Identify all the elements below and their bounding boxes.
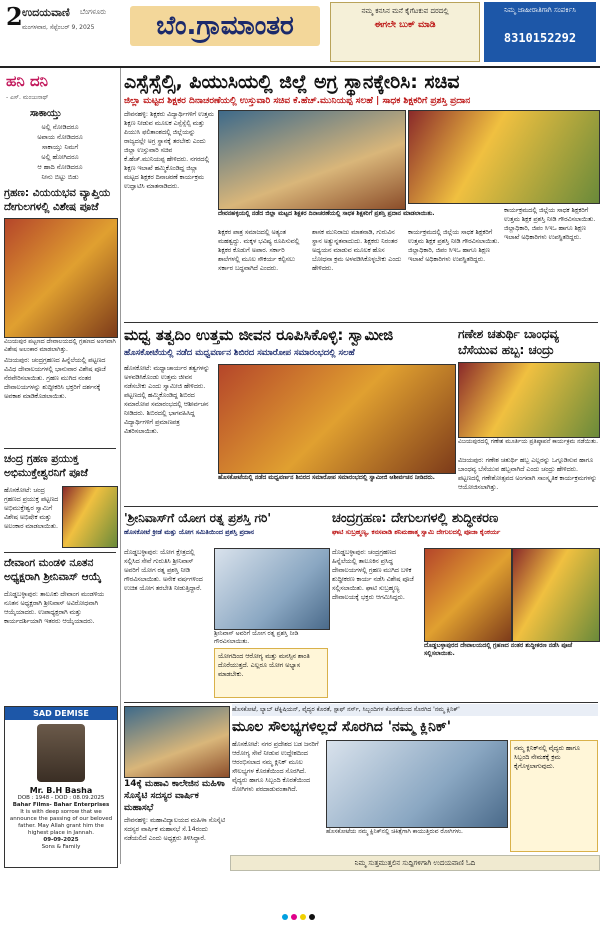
eclipse-body: ದೊಡ್ಡಬಳ್ಳಾಪುರ: ಚಂದ್ರಗ್ರಹಣದ ಹಿನ್ನೆಲೆಯಲ್ಲಿ ತಾಲೂಕಿನ ಪ್ರಸಿದ್ಧ ದೇವಾಲಯಗಳಲ್ಲಿ ಗ್ರಹಣ ಮುಗಿದ ಬಳಿಕ ಶುದ್ಧೀಕರಣ ಕಾರ್ಯ ನಡೆಸಿ ವಿಶೇಷ ಪೂಜೆ ಸಲ್ಲಿಸಲಾಯಿತು. ಘಾಟಿ ಸುಬ್ರಹ್ಮಣ್ಯ ದೇವಾಲಯಕ್ಕೆ ಭಕ್ತರು ಆಗಮಿಸಿದ್ದರು. [332,549,414,601]
lead-caption: ದೇವನಹಳ್ಳಿಯಲ್ಲಿ ನಡೆದ ಜಿಲ್ಲಾ ಮಟ್ಟದ ಶಿಕ್ಷಕರ ದಿನಾಚರಣೆಯಲ್ಲಿ ಸಾಧಕ ಶಿಕ್ಷಕರಿಗೆ ಪ್ರಶಸ್ತಿ ಪ್ರದಾನ ಮಾಡಲಾಯಿತು. [218,210,435,217]
bottom-strip: ನಿಮ್ಮ ಸುತ್ತಮುತ್ತಲಿನ ಸುದ್ದಿಗಳಿಗಾಗಿ ಉದಯವಾಣಿ ಓದಿ [230,855,600,871]
lead-photo-1 [218,110,406,210]
poem-line: ನೀನು ಬಿಟ್ಟು ಬಿಡು [41,173,79,181]
date-line: ಮಂಗಳವಾರ, ಸೆಪ್ಟೆಂಬರ್ 9, 2025 [22,24,95,31]
sidebar-story1-headline: ಗ್ರಹಣ: ವಿಯಯಭವ ವ್ಯಾಪ್ತಿಯ ದೇಗುಲಗಳಲ್ಲಿ ವಿಶೇಷ ಪೂಜೆ [4,187,111,213]
ganesha-body: ವಿಜಯಪುರ: ಗಣೇಶ ಚತುರ್ಥಿ ಹಬ್ಬ ಎಲ್ಲರನ್ನು ಒಗ್ಗೂಡಿಸುವ ಹಾಗೂ ಬಾಂಧವ್ಯ ಬೆಸೆಯುವ ಹಬ್ಬವಾಗಿದೆ ಎಂದು ಚಂದ್ರು ಹೇಳಿದರು. ಪಟ್ಟಣದಲ್ಲಿ ಗಣೇಶೋತ್ಸವದ ಅಂಗವಾಗಿ ಸಾಂಸ್ಕೃತಿಕ ಕಾರ್ಯಕ್ರಮಗಳನ್ನು ಆಯೋಜಿಸಲಾಗಿತ್ತು. [458,457,597,491]
divider [124,702,598,703]
column-name: ಹನಿ ದನಿ [6,72,48,90]
women-headline: 14ಕ್ಕೆ ಮಹಾವಿ ಕಾಲೇಜಿನ ಮಹಿಳಾ ಸೊಸೈಟಿ ಸದಸ್ಯರ ವಾರ್ಷಿಕ ಮಹಾಸಭೆ [124,779,225,813]
madhwa-caption: ಹೊಸಕೋಟೆಯಲ್ಲಿ ನಡೆದ ಮಧ್ವವರ್ಣನ ಶಿಬಿರದ ಸಮಾರೋಪ ಸಮಾರಂಭದಲ್ಲಿ ಸ್ವಾಮೀಜಿ ಆಶೀರ್ವಚನ ನೀಡಿದರು. [218,474,435,481]
obituary-label: SAD DEMISE [5,707,117,720]
ad-right-text: ನಿಮ್ಮ ಜಾಹೀರಾತಿಗಾಗಿ ಸಂಪರ್ಕಿಸಿ [504,6,576,14]
clinic-body: ಹೊಸಕೋಟೆ: ನಗರ ಪ್ರದೇಶದ ಬಡ ಜನರಿಗೆ ಆರೋಗ್ಯ ಸೇವೆ ನೀಡುವ ಉದ್ದೇಶದಿಂದ ಆರಂಭಿಸಲಾದ ನಮ್ಮ ಕ್ಲಿನಿಕ್ ಮೂಲ ಸೌಲಭ್ಯಗಳ ಕೊರತೆಯಿಂದ ಸೊರಗಿದೆ. ವೈದ್ಯರು ಹಾಗೂ ಸಿಬ್ಬಂದಿ ಕೊರತೆಯಿಂದ ರೋಗಿಗಳು ಪರದಾಡುವಂತಾಗಿದೆ. [232,741,319,793]
lead-col2: ಶಿಕ್ಷಕರ ಪಾತ್ರ ಸಮಾಜದಲ್ಲಿ ಅತ್ಯಂತ ಮಹತ್ವದ್ದು. ಮಕ್ಕಳ ಭವಿಷ್ಯ ರೂಪಿಸುವಲ್ಲಿ ಶಿಕ್ಷಕರ ಕೊಡುಗೆ ಅಪಾರ. ಸರ್ಕಾರಿ ಶಾಲೆಗಳಲ್ಲಿ ಮೂಲ ಸೌಕರ್ಯ ಕಲ್ಪಿಸಲು ಸರ್ಕಾರ ಬದ್ಧವಾಗಿದೆ ಎಂದರು. [218,229,300,272]
portrait-photo [37,724,85,782]
women-body: ದೇವನಹಳ್ಳಿ: ಮಹಾವಿದ್ಯಾಲಯದ ಮಹಿಳಾ ಸೊಸೈಟಿ ಸದಸ್ಯರ ವಾರ್ಷಿಕ ಮಹಾಸಭೆ ಸೆ.14ರಂದು ನಡೆಯಲಿದೆ ಎಂದು ಅಧ್ಯಕ್ಷರು ತಿಳಿಸಿದ್ದಾರೆ. [124,817,226,842]
cyan-mark [282,914,288,920]
clinic-headline: ಮೂಲ ಸೌಲಭ್ಯಗಳಿಲ್ಲದೆ ಸೊರಗಿದ 'ನಮ್ಮ ಕ್ಲಿನಿಕ್' [232,719,452,735]
sidebar-story3-headline: ದೇವಾಂಗ ಮಂಡಳಿ ನೂತನ ಅಧ್ಯಕ್ಷರಾಗಿ ಶ್ರೀನಿವಾಸ್ ಆಯ್ಕೆ [4,557,102,583]
sidebar-story2-body: ಹೊಸಕೋಟೆ: ಚಂದ್ರ ಗ್ರಹಣದ ಪ್ರಯುಕ್ತ ಪಟ್ಟಣದ ಅಭಿಮುಕ್ತೇಶ್ವರ ಸ್ವಾಮಿಗೆ ವಿಶೇಷ ಅಭಿಷೇಕ ಮತ್ತು ಅಲಂಕಾರ ಮಾಡಲಾಯಿತು. [4,487,59,530]
ad-left-highlight: ಈಗಲೇ ಬುಕ್ ಮಾಡಿ [374,20,436,30]
lead-headline: ಎಸ್ಸೆಸ್ಸೆಲ್ಸಿ, ಪಿಯುಸಿಯಲ್ಲಿ ಜಿಲ್ಲೆ ಅಗ್ರ ಸ್ಥಾನಕ್ಕೇರಿಸಿ: ಸಚಿವ [124,71,460,93]
deity-photo [62,486,118,548]
masthead-ad-left[interactable] [330,2,480,62]
eclipse-caption: ದೊಡ್ಡಬಳ್ಳಾಪುರದ ದೇವಾಲಯದಲ್ಲಿ ಗ್ರಹಣದ ನಂತರ ಶುದ್ಧೀಕರಣ ನಡೆಸಿ ಪೂಜೆ ಸಲ್ಲಿಸಲಾಯಿತು. [424,642,573,657]
eclipse-headline: ಚಂದ್ರಗ್ರಹಣ: ದೇಗುಲಗಳಲ್ಲಿ ಶುದ್ಧೀಕರಣ [332,511,499,526]
obituary-box [4,706,118,868]
clinic-sidebar-note: ನಮ್ಮ ಕ್ಲಿನಿಕ್‌ನಲ್ಲಿ ವೈದ್ಯರು ಹಾಗೂ ಸಿಬ್ಬಂದಿ ನೇಮಕಕ್ಕೆ ಕ್ರಮ ಕೈಗೊಳ್ಳಲಾಗುವುದು. [510,740,598,852]
divider [124,322,598,323]
paper-name: ಉದಯವಾಣಿ [22,6,70,19]
column-author: - ಎಸ್. ಮಂಜುನಾಥ್ [6,94,49,101]
divider [4,448,116,449]
poem-line: ಸಾಕಾಯ್ತು ನಿಮಗೆ [41,143,79,151]
obituary-message: It is with deep sorrow that we announce the passing of our beloved father. May Allah grant him the highest place in Jannah. [9,809,113,836]
divider [4,552,116,553]
poem-line: ಆ ಹಾದಿ ನೋಡಿದರೂ [37,163,83,171]
lead-photo-2 [408,110,600,204]
srinivas-body: ದೊಡ್ಡಬಳ್ಳಾಪುರ: ಯೋಗ ಕ್ಷೇತ್ರದಲ್ಲಿ ಸಲ್ಲಿಸಿದ ಸೇವೆ ಗುರುತಿಸಿ ಶ್ರೀನಿವಾಸ್ ಅವರಿಗೆ ಯೋಗ ರತ್ನ ಪ್ರಶಸ್ತಿ ನೀಡಿ ಗೌರವಿಸಲಾಯಿತು. ಅನೇಕ ವರ್ಷಗಳಿಂದ ಉಚಿತ ಯೋಗ ತರಬೇತಿ ನೀಡುತ್ತಿದ್ದಾರೆ. [124,549,203,592]
yellow-mark [300,914,306,920]
poem-line: ಅಪಾಯ ನೋಡಿದರೂ [37,133,83,141]
ad-left-text: ನಮ್ಮ ಕನಸಿನ ಮನೆ ಕೈಗೆಟಕುವ ದರದಲ್ಲಿ [361,7,449,15]
divider [124,506,598,507]
obituary-family: Sons & Family [41,844,81,850]
registration-marks [150,912,450,922]
eclipse-subhead: ಘಾಟಿ ಸುಬ್ರಹ್ಮಣ್ಯ, ಕನಸವಾಡಿ ಶನಿಮಹಾತ್ಮ ಸ್ವಾಮಿ ದೇಗುಲದಲ್ಲಿ ಪೂಜಾ ಕೈಂಕರ್ಯ [332,528,501,536]
temple-photo [4,218,118,338]
lead-col1: ದೇವನಹಳ್ಳಿ: ಶಿಕ್ಷಕರು ವಿದ್ಯಾರ್ಥಿಗಳಿಗೆ ಉತ್ತಮ ಶಿಕ್ಷಣ ನೀಡುವ ಮೂಲಕ ಎಸ್ಸೆಸ್ಸೆಲ್ಸಿ ಮತ್ತು ಪಿಯುಸಿ ಫಲಿತಾಂಶದಲ್ಲಿ ಜಿಲ್ಲೆಯನ್ನು ರಾಜ್ಯದಲ್ಲೇ ಅಗ್ರ ಸ್ಥಾನಕ್ಕೆ ತರಬೇಕು ಎಂದು ಜಿಲ್ಲಾ ಉಸ್ತುವಾರಿ ಸಚಿವ ಕೆ.ಹೆಚ್.ಮುನಿಯಪ್ಪ ಹೇಳಿದರು. ನಗರದಲ್ಲಿ ಶಿಕ್ಷಣ ಇಲಾಖೆ ಹಮ್ಮಿಕೊಂಡಿದ್ದ ಜಿಲ್ಲಾ ಮಟ್ಟದ ಶಿಕ್ಷಕರ ದಿನಾಚರಣೆ ಕಾರ್ಯಕ್ರಮ ಉದ್ಘಾಟಿಸಿ ಮಾತನಾಡಿದರು. [124,111,214,190]
madhwa-headline: ಮಧ್ವ ತತ್ವದಿಂ ಉತ್ತಮ ಜೀವನ ರೂಪಿಸಿಕೊಳ್ಳಿ: ಸ್ವಾಮೀಜಿ [124,326,394,344]
page-number: 2 [6,2,23,31]
eclipse-photo-2 [512,548,600,642]
srinivas-headline: 'ಶ್ರೀನಿವಾಸ್‌ಗೆ ಯೋಗ ರತ್ನ ಪ್ರಶಸ್ತಿ ಗರಿ' [124,511,272,525]
obituary-name: Mr. B.H Basha [29,786,93,795]
lead-col3: ಶಾಸಕ ಮುನಿರಾಜು ಮಾತನಾಡಿ, ಗುರುವಿನ ಸ್ಥಾನ ಅತ್ಯುನ್ನತವಾದುದು. ಶಿಕ್ಷಕರು ನಿರಂತರ ಅಧ್ಯಯನ ಮಾಡುವ ಮೂಲಕ ಹೊಸ ಬೋಧನಾ ಕ್ರಮ ಅಳವಡಿಸಿಕೊಳ್ಳಬೇಕು ಎಂದು ಹೇಳಿದರು. [312,229,402,272]
clinic-kicker: ಹೊಸಕೋಟೆ, ಲ್ಯಾಬ್ ಟೆಕ್ನಿಷಿಯನ್, ವೈದ್ಯರ ಕೊರತೆ, ಸ್ಟಾಫ್ ನರ್ಸ್, ಸಿಬ್ಬಂದಿಗಳ ಕೊರತೆಯಿಂದ ಸೊರಗಿದ 'ನಮ್ಮ ಕ್ಲಿನಿಕ್' [232,704,598,716]
edition: ಬೆಂಗಳೂರು [80,8,107,16]
madhwa-body: ಹೊಸಕೋಟೆ: ಮಧ್ವಾಚಾರ್ಯರ ತತ್ವಗಳನ್ನು ಅಳವಡಿಸಿಕೊಂಡು ಉತ್ತಮ ಜೀವನ ನಡೆಸಬೇಕು ಎಂದು ಸ್ವಾಮೀಜಿ ಹೇಳಿದರು. ಪಟ್ಟಣದಲ್ಲಿ ಹಮ್ಮಿಕೊಂಡಿದ್ದ ಶಿಬಿರದ ಸಮಾರೋಪ ಸಮಾರಂಭದಲ್ಲಿ ಆಶೀರ್ವಚನ ನೀಡಿದರು. ಶಿಬಿರದಲ್ಲಿ ಭಾಗವಹಿಸಿದ್ದ ವಿದ್ಯಾರ್ಥಿಗಳಿಗೆ ಪ್ರಮಾಣಪತ್ರ ವಿತರಿಸಲಾಯಿತು. [124,365,210,435]
ad-phone: 8310152292 [503,31,577,45]
section-title: ಬೆಂ.ಗ್ರಾಮಾಂತರ [130,6,320,46]
sidebar-story1-body: ವಿಜಯಪುರ: ಚಂದ್ರಗ್ರಹಣದ ಹಿನ್ನೆಲೆಯಲ್ಲಿ ಪಟ್ಟಣದ ವಿವಿಧ ದೇವಾಲಯಗಳಲ್ಲಿ ಭಾನುವಾರ ವಿಶೇಷ ಪೂಜೆ ನೆರವೇರಿಸಲಾಯಿತು. ಗ್ರಹಣ ಮುಗಿದ ನಂತರ ದೇವಾಲಯಗಳನ್ನು ಶುದ್ಧೀಕರಿಸಿ ಭಕ್ತರಿಗೆ ದರ್ಶನಕ್ಕೆ ಅವಕಾಶ ಮಾಡಿಕೊಡಲಾಯಿತು. [4,357,106,400]
madhwa-subhead: ಹೊಸಕೋಟೆಯಲ್ಲಿ ನಡೆದ ಮಧ್ವವರ್ಣನ ಶಿಬಿರದ ಸಮಾರೋಪ ಸಮಾರಂಭದಲ್ಲಿ ಸಲಹೆ [124,348,355,358]
obituary-firm: Bahar Films- Bahar Enterprises [12,802,110,808]
masthead-ad-right[interactable] [484,2,596,62]
ganesha-headline: ಗಣೇಶ ಚತುರ್ಥಿ ಬಾಂಧವ್ಯ ಬೆಸೆಯುವ ಹಬ್ಬ: ಚಂದ್ರು [458,327,559,357]
lead-col5: ಕಾರ್ಯಕ್ರಮದಲ್ಲಿ ಜಿಲ್ಲೆಯ ಸಾಧಕ ಶಿಕ್ಷಕರಿಗೆ ಉತ್ತಮ ಶಿಕ್ಷಕ ಪ್ರಶಸ್ತಿ ನೀಡಿ ಗೌರವಿಸಲಾಯಿತು. ಜಿಲ್ಲಾಧಿಕಾರಿ, ಜಿಪಂ ಸಿಇಒ ಹಾಗೂ ಶಿಕ್ಷಣ ಇಲಾಖೆ ಅಧಿಕಾರಿಗಳು ಉಪಸ್ಥಿತರಿದ್ದರು. [504,207,596,241]
poem-line: ಅಲ್ಲಿ ಹೋಗಿದರೂ [41,153,79,161]
ganesha-photo [458,362,600,438]
srinivas-subhead: ಹೊಸಕೋಟೆ ಕ್ರೀಡೆ ಮತ್ತು ಯೋಗ ಸಮಿತಿಯಿಂದ ಪ್ರಶಸ್ತಿ ಪ್ರದಾನ [124,528,254,536]
lead-subhead: ಜಿಲ್ಲಾ ಮಟ್ಟದ ಶಿಕ್ಷಕರ ದಿನಾಚರಣೆಯಲ್ಲಿ ಉಸ್ತುವಾರಿ ಸಚಿವ ಕೆ.ಹೆಚ್.ಮುನಿಯಪ್ಪ ಸಲಹೆ | ಸಾಧಕ ಶಿಕ್ಷಕರಿಗೆ ಪ್ರಶಸ್ತಿ ಪ್ರದಾನ [124,96,471,106]
sidebar-story1-caption: ವಿಜಯಪುರ ಪಟ್ಟಣದ ದೇವಾಲಯದಲ್ಲಿ ಗ್ರಹಣದ ಅಂಗವಾಗಿ ವಿಶೇಷ ಅಲಂಕಾರ ಮಾಡಲಾಗಿತ್ತು. [4,338,116,353]
obituary-date: 09-09-2025 [43,837,79,843]
poem-title: ಸಾಕಾಯ್ತು [30,108,62,119]
women-photo [124,706,230,778]
lead-col4: ಕಾರ್ಯಕ್ರಮದಲ್ಲಿ ಜಿಲ್ಲೆಯ ಸಾಧಕ ಶಿಕ್ಷಕರಿಗೆ ಉತ್ತಮ ಶಿಕ್ಷಕ ಪ್ರಶಸ್ತಿ ನೀಡಿ ಗೌರವಿಸಲಾಯಿತು. ಜಿಲ್ಲಾಧಿಕಾರಿ, ಜಿಪಂ ಸಿಇಒ ಹಾಗೂ ಶಿಕ್ಷಣ ಇಲಾಖೆ ಅಧಿಕಾರಿಗಳು ಉಪಸ್ಥಿತರಿದ್ದರು. [408,229,500,263]
obituary-dates: DOB : 1948 - DOD : 08.09.2025 [17,795,105,801]
black-mark [309,914,315,920]
sidebar-story3-body: ದೊಡ್ಡಬಳ್ಳಾಪುರ: ತಾಲೂಕು ದೇವಾಂಗ ಮಂಡಳಿಯ ನೂತನ ಅಧ್ಯಕ್ಷರಾಗಿ ಶ್ರೀನಿವಾಸ್ ಅವಿರೋಧವಾಗಿ ಆಯ್ಕೆಯಾದರು. ಉಪಾಧ್ಯಕ್ಷರಾಗಿ ಮತ್ತು ಕಾರ್ಯದರ್ಶಿಯಾಗಿ ಇತರರು ಆಯ್ಕೆಯಾದರು. [4,591,104,625]
clinic-photo [326,740,508,828]
poem [6,122,114,182]
eclipse-photo-1 [424,548,512,642]
clinic-caption: ಹೊಸಕೋಟೆಯ ನಮ್ಮ ಕ್ಲಿನಿಕ್‌ನಲ್ಲಿ ಚಿಕಿತ್ಸೆಗಾಗಿ ಕಾಯುತ್ತಿರುವ ರೋಗಿಗಳು. [326,828,463,835]
srinivas-photo [214,548,330,630]
sidebar-story2-headline: ಚಂದ್ರ ಗ್ರಹಣ ಪ್ರಯುಕ್ತ ಅಭಿಮುಕ್ತೇಶ್ವರನಿಗೆ ಪೂಜೆ [4,453,88,479]
ganesha-caption: ವಿಜಯಪುರದಲ್ಲಿ ಗಣೇಶ ಮೂರ್ತಿಯ ಪ್ರತಿಷ್ಠಾಪನೆ ಕಾರ್ಯಕ್ರಮ ನಡೆಯಿತು. [458,438,598,445]
magenta-mark [291,914,297,920]
madhwa-photo [218,364,456,474]
srinivas-quote: ಯೋಗದಿಂದ ಆರೋಗ್ಯ ಮತ್ತು ಮನಸ್ಸಿನ ಶಾಂತಿ ದೊರೆಯುತ್ತದೆ. ಎಲ್ಲರೂ ಯೋಗ ಅಭ್ಯಾಸ ಮಾಡಬೇಕು. [214,648,328,698]
poem-line: ಅಲ್ಲಿ ನೋಡಿದರೂ [41,123,79,131]
srinivas-caption: ಶ್ರೀನಿವಾಸ್ ಅವರಿಗೆ ಯೋಗ ರತ್ನ ಪ್ರಶಸ್ತಿ ನೀಡಿ ಗೌರವಿಸಲಾಯಿತು. [214,630,299,645]
